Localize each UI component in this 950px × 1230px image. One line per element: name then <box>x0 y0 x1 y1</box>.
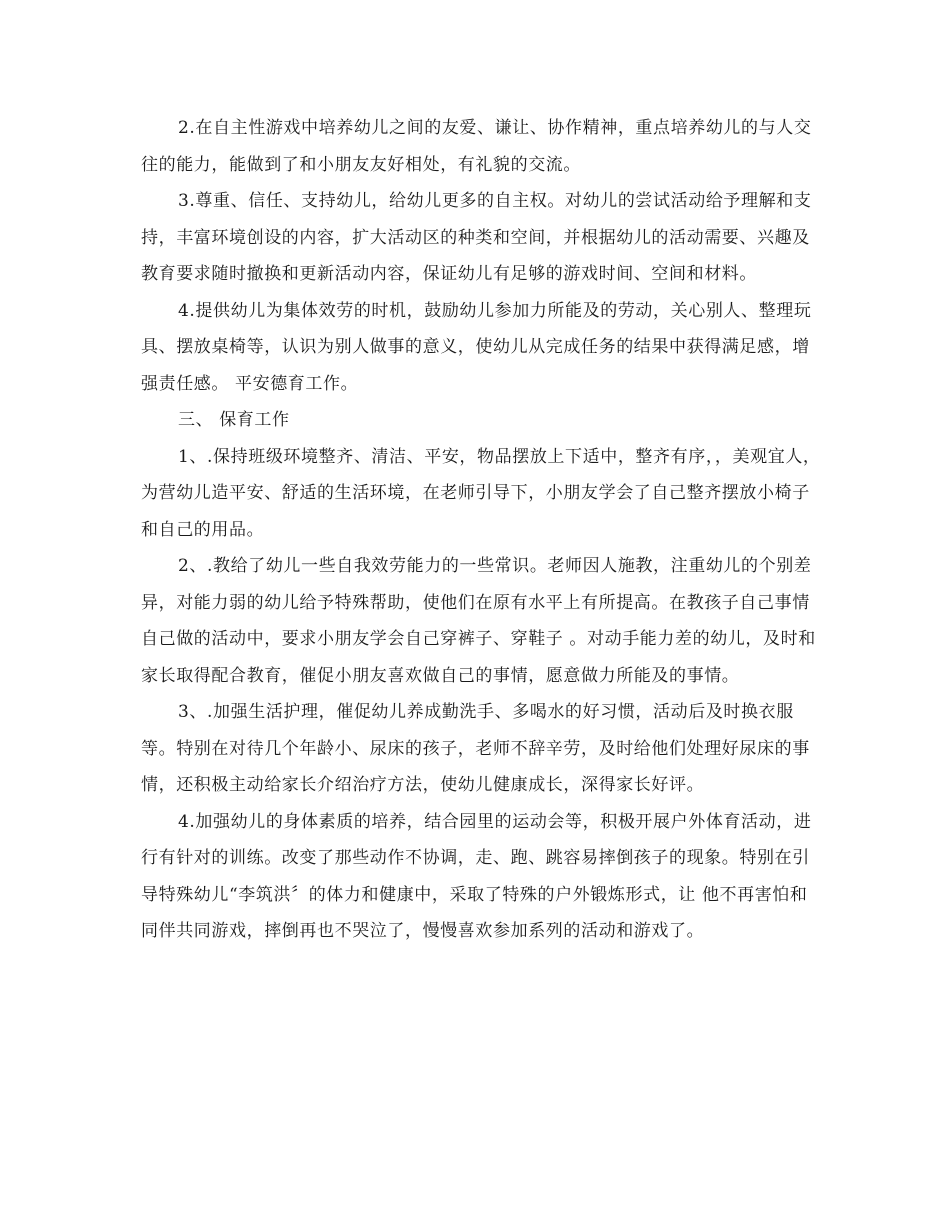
section-heading-care-work: 三、 保育工作 <box>178 410 290 430</box>
paragraph-physical-training: 4.加强幼儿的身体素质的培养，结合园里的运动会等，积极开展户外体育活动，进行有针对的训练。改变了那些动作不协调，走、跑、跳容易摔倒孩子的现象。特别在引导特殊幼儿“李筑洪〞的体力和健康中，采取了特殊的户外锻炼形式，让 他不再害怕和同伴共同游戏，摔倒再也不哭泣了，慢慢喜欢参加系列的活动和游戏了。 <box>141 811 812 941</box>
paragraph-class-environment: 1、.保持班级环境整齐、清洁、平安，物品摆放上下适中，整齐有序，，美观宜人，为营幼儿造平安、舒适的生活环境，在老师引导下，小朋友学会了自己整齐摆放小椅子和自己的用品。 <box>141 446 821 540</box>
paragraph-collective-service: 4.提供幼儿为集体效劳的时机，鼓励幼儿参加力所能及的劳动，关心别人、整理玩具、摆放桌椅等，认识为别人做事的意义，使幼儿从完成任务的结果中获得满足感，增强责任感。 平安德育工作。 <box>141 300 812 394</box>
paragraph-life-care: 3、.加强生活护理，催促幼儿养成勤洗手、多喝水的好习惯，活动后及时换衣服等。特别在对待几个年龄小、尿床的孩子，老师不辞辛劳，及时给他们处理好尿床的事情，还积极主动给家长介绍治疗方法，使幼儿健康成长，深得家长好评。 <box>141 702 810 795</box>
document-body <box>141 110 821 950</box>
paragraph-respect-autonomy: 3.尊重、信任、支持幼儿，给幼儿更多的自主权。对幼儿的尝试活动给予理解和支持，丰富环境创设的内容，扩大活动区的种类和空间，并根据幼儿的活动需要、兴趣及教育要求随时撤换和更新活动内容，保证幼儿有足够的游戏时间、空间和材料。 <box>141 191 812 284</box>
paragraph-self-service: 2、.教给了幼儿一些自我效劳能力的一些常识。老师因人施教，注重幼儿的个别差异，对能力弱的幼儿给予特殊帮助，使他们在原有水平上有所提高。在教孩子自己事情自己做的活动中，要求小朋友学会自己穿裤子、穿鞋子 。对动手能力差的幼儿，及时和家长取得配合教育，催促小朋友喜欢做自己的事情，愿意做力所能及的事情。 <box>141 556 816 686</box>
paragraph-social-skills: 2.在自主性游戏中培养幼儿之间的友爱、谦让、协作精神，重点培养幼儿的与人交往的能力，能做到了和小朋友友好相处，有礼貌的交流。 <box>141 118 812 175</box>
